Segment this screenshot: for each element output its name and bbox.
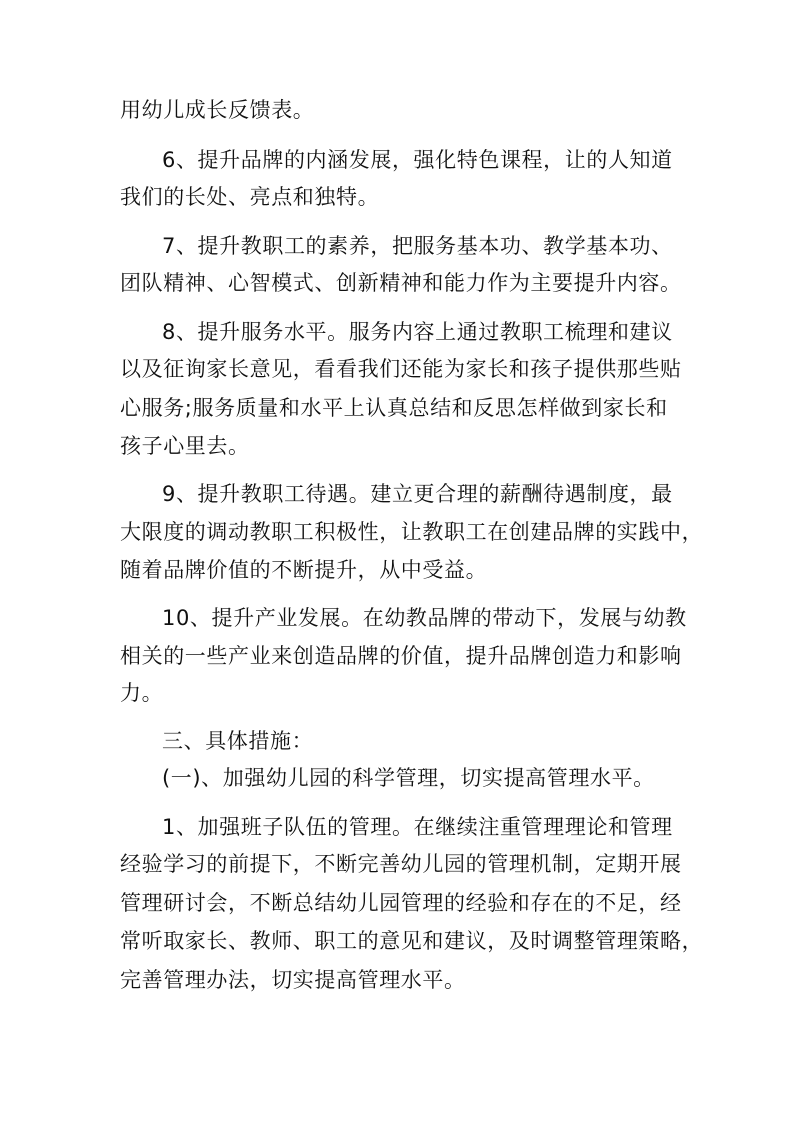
text-line: 9、提升教职工待遇。建立更合理的薪酬待遇制度，最 (162, 482, 673, 506)
text-line: 6、提升品牌的内涵发展，强化特色课程，让的人知道 (162, 148, 673, 172)
section-heading: 三、具体措施： (162, 729, 314, 753)
text-line: 力。 (120, 681, 164, 705)
text-line: 大限度的调动教职工积极性，让教职工在创建品牌的实践中， (120, 520, 704, 544)
text-line: 相关的一些产业来创造品牌的价值，提升品牌创造力和影响 (120, 644, 682, 668)
subsection-heading: (一)、加强幼儿园的科学管理，切实提高管理水平。 (162, 766, 655, 790)
text-line: 7、提升教职工的素养，把服务基本功、教学基本功、 (162, 234, 673, 258)
text-line: 以及征询家长意见，看看我们还能为家长和孩子提供那些贴 (120, 357, 682, 381)
text-line: 孩子心里去。 (120, 434, 250, 458)
text-line: 常听取家长、教师、职工的意见和建议，及时调整管理策略， (120, 929, 704, 953)
text-line: 经验学习的前提下，不断完善幼儿园的管理机制，定期开展 (120, 852, 682, 876)
text-line: 管理研讨会，不断总结幼儿园管理的经验和存在的不足，经 (120, 891, 682, 915)
text-line: 8、提升服务水平。服务内容上通过教职工梳理和建议 (162, 320, 673, 344)
text-line: 心服务;服务质量和水平上认真总结和反思怎样做到家长和 (120, 396, 668, 420)
text-line: 10、提升产业发展。在幼教品牌的带动下，发展与幼教 (162, 606, 687, 630)
text-line: 我们的长处、亮点和独特。 (120, 185, 380, 209)
text-line: 用幼儿成长反馈表。 (120, 98, 315, 122)
text-line: 团队精神、心智模式、创新精神和能力作为主要提升内容。 (120, 271, 682, 295)
text-line: 随着品牌价值的不断提升，从中受益。 (120, 558, 488, 582)
text-line: 1、加强班子队伍的管理。在继续注重管理理论和管理 (162, 815, 673, 839)
text-line: 完善管理办法，切实提高管理水平。 (120, 968, 466, 992)
